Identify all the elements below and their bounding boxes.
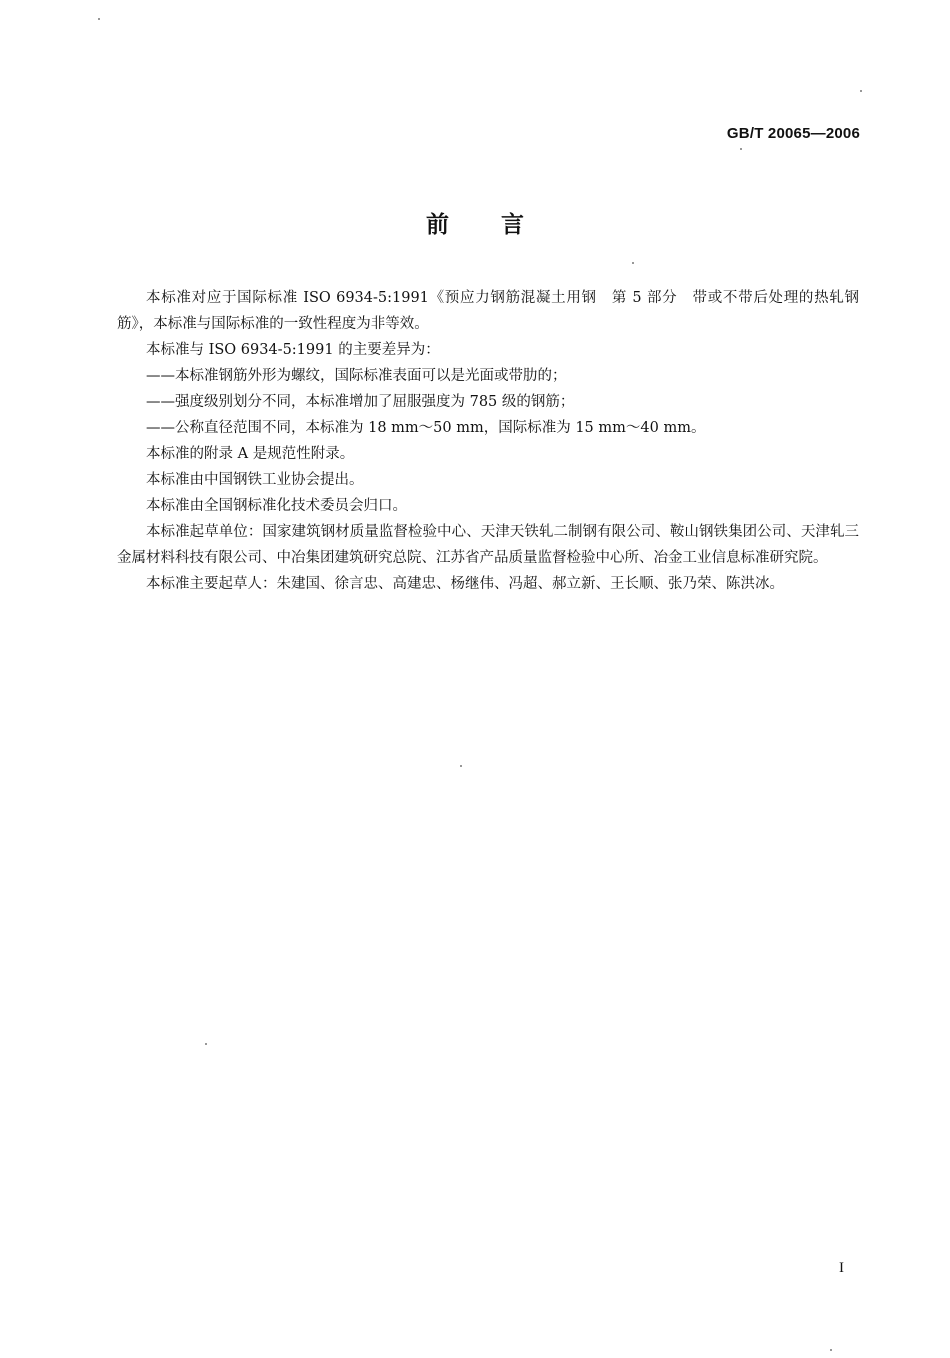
page-title: [0, 206, 950, 239]
paragraph-drafters: 本标准主要起草人：朱建国、徐言忠、高建忠、杨继伟、冯超、郝立新、王长顺、张乃荣、陈洪冰。: [146, 576, 784, 592]
page-number: I: [839, 1260, 844, 1276]
paragraph-drafting-units: 本标准起草单位：国家建筑钢材质量监督检验中心、天津天铁轧二制钢有限公司、鞍山钢铁集团公司、天津轧三金属材料科技有限公司、中冶集团建筑研究总院、江苏省产品质量监督检验中心所、冶金工业信息标准研究院。: [117, 524, 859, 566]
scan-speck: [98, 18, 100, 20]
difference-item-2: ——强度级别划分不同，本标准增加了屈服强度为 785 级的钢筋；: [146, 394, 575, 410]
difference-item-3: ——公称直径范围不同，本标准为 18 mm～50 mm，国际标准为 15 mm～40 mm。: [146, 420, 706, 436]
scan-speck: [460, 765, 462, 767]
scan-speck: [830, 1349, 832, 1351]
scan-speck: [860, 90, 862, 92]
title-char-1: 前: [426, 212, 449, 238]
paragraph-correspondence: 本标准对应于国际标准 ISO 6934-5:1991《预应力钢筋混凝土用钢 第 5 部分 带或不带后处理的热轧钢筋》，本标准与国际标准的一致性程度为非等效。: [117, 290, 859, 332]
standard-code: GB/T 20065—2006: [726, 125, 860, 142]
scan-speck: [740, 148, 742, 150]
foreword-body: [117, 285, 859, 597]
paragraph-proposer: 本标准由中国钢铁工业协会提出。: [146, 472, 364, 488]
scan-speck: [632, 262, 634, 264]
paragraph-administrator: 本标准由全国钢标准化技术委员会归口。: [146, 498, 407, 514]
difference-item-1: ——本标准钢筋外形为螺纹，国际标准表面可以是光面或带肋的；: [146, 368, 567, 384]
paragraph-differences-intro: 本标准与 ISO 6934-5:1991 的主要差异为：: [146, 342, 440, 358]
title-char-2: 言: [501, 212, 524, 238]
scan-speck: [205, 1043, 207, 1045]
paragraph-annex: 本标准的附录 A 是规范性附录。: [146, 446, 355, 462]
